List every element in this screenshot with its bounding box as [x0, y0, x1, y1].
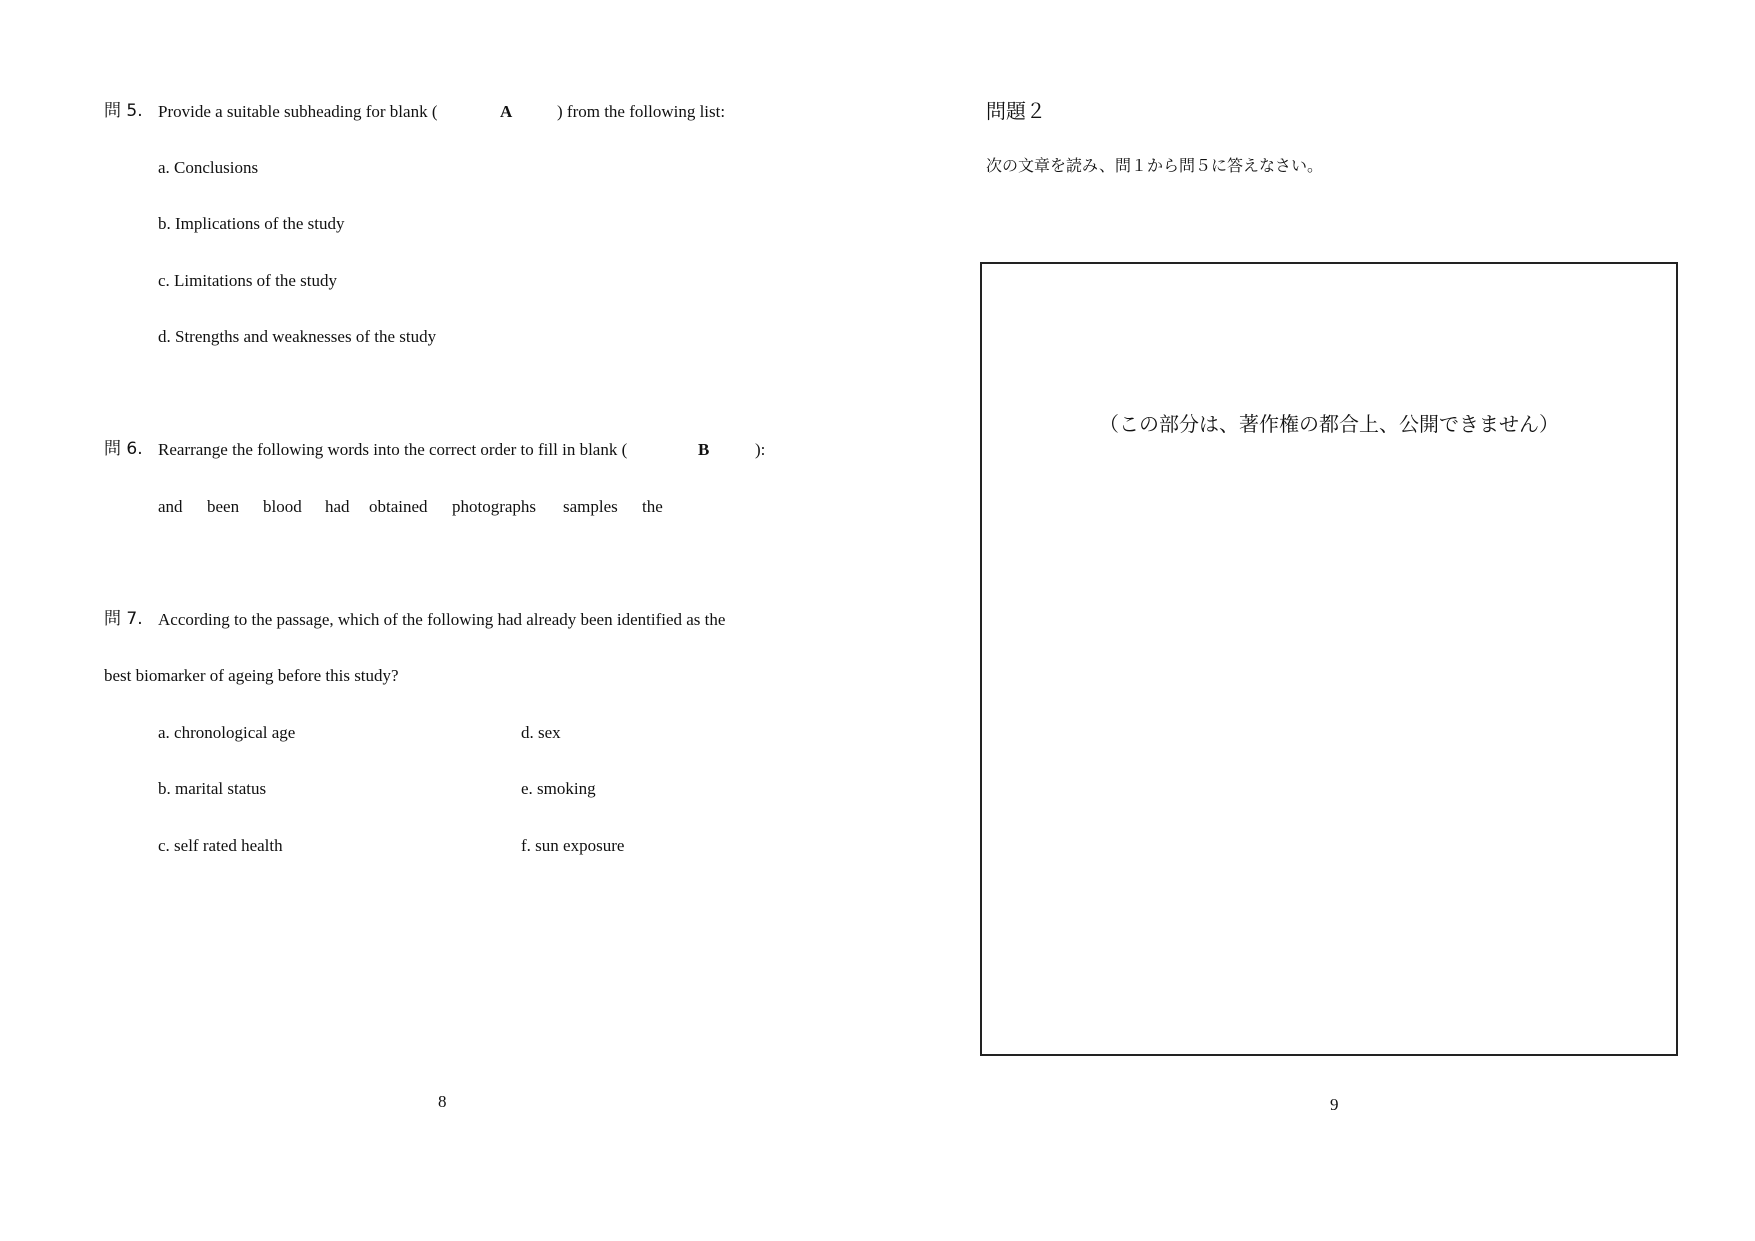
q7-option-e: e. smoking: [521, 779, 596, 798]
q6-word: photographs: [452, 497, 537, 516]
q6-text-after: ):: [755, 440, 766, 459]
redacted-passage-box: [980, 262, 1678, 1056]
q5-option-d: d. Strengths and weaknesses of the study: [158, 327, 437, 346]
copyright-notice: （この部分は、著作権の都合上、公開できません）: [1099, 412, 1559, 436]
q5-option-c: c. Limitations of the study: [158, 271, 337, 290]
q6-word: obtained: [369, 497, 428, 516]
q5-blank-label: A: [500, 102, 513, 121]
q6-word: the: [642, 497, 663, 516]
q7-line-2: best biomarker of ageing before this study?: [104, 666, 399, 685]
q7-option-f: f. sun exposure: [521, 836, 625, 855]
q6-word: had: [325, 497, 350, 516]
q7-option-a: a. chronological age: [158, 723, 296, 742]
q5-number: 問 5.: [104, 101, 143, 121]
q7-number: 問 7.: [104, 609, 143, 629]
q5-text-before: Provide a suitable subheading for blank (: [158, 102, 438, 121]
page-number-right: 9: [1330, 1095, 1339, 1114]
q5-text-after: ) from the following list:: [557, 102, 726, 121]
q6-word: blood: [263, 497, 302, 516]
q6-word: samples: [563, 497, 618, 516]
q6-word: and: [158, 497, 183, 516]
q6-blank-label: B: [698, 440, 710, 459]
instruction-text: 次の文章を読み、問１から問５に答えなさい。: [986, 156, 1323, 175]
q6-word: been: [207, 497, 240, 516]
section-heading: 問題２: [986, 99, 1046, 123]
q5-option-a: a. Conclusions: [158, 158, 259, 177]
q7-option-b: b. marital status: [158, 779, 267, 798]
q6-text-before: Rearrange the following words into the correct order to fill in blank (: [158, 440, 628, 459]
q7-option-d: d. sex: [521, 723, 561, 742]
q7-option-c: c. self rated health: [158, 836, 283, 855]
q6-number: 問 6.: [104, 439, 143, 459]
q5-option-b: b. Implications of the study: [158, 214, 345, 233]
page-number-left: 8: [438, 1092, 447, 1111]
q7-line-1: According to the passage, which of the following had already been identified as the: [158, 610, 726, 629]
